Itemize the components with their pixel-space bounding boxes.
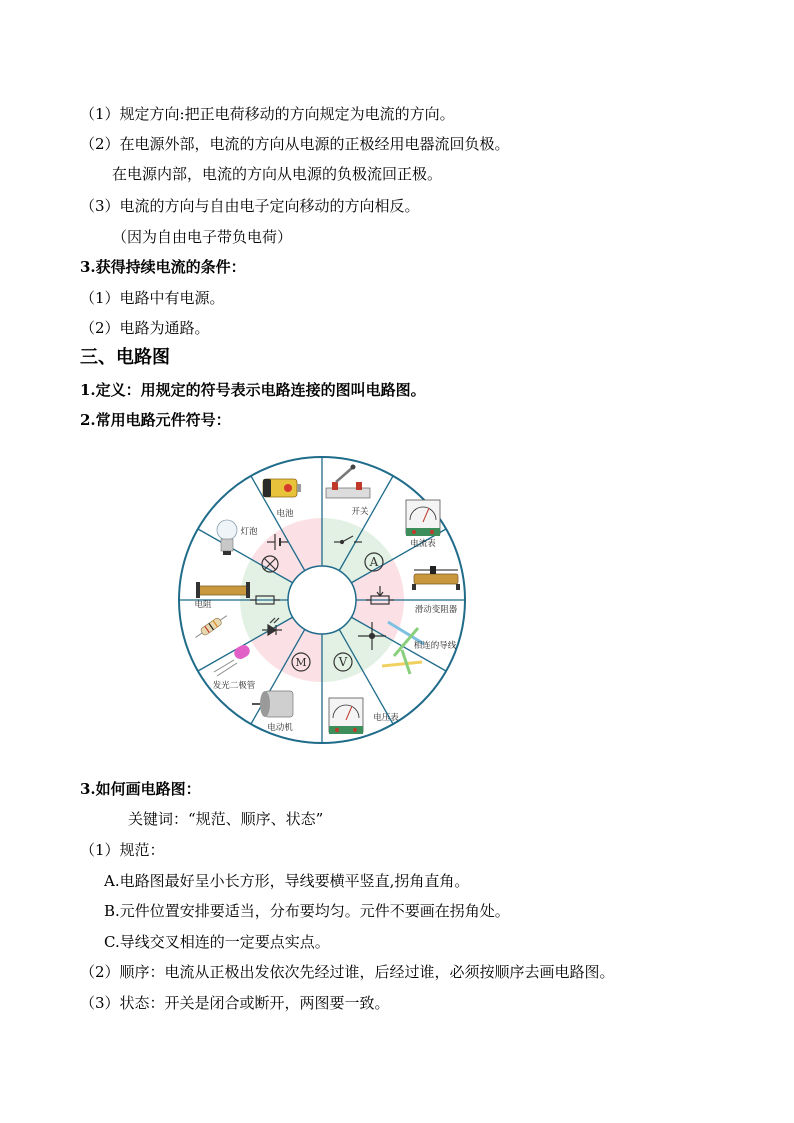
- label-connected-wire: 相连的导线: [413, 641, 457, 651]
- label-led: 发光二极管: [212, 681, 256, 691]
- direction-item-1: （1）规定方向:把正电荷移动的方向规定为电流的方向。: [80, 105, 455, 123]
- label-voltmeter: 电压表: [373, 713, 399, 723]
- section-heading: 三、电路图: [80, 347, 170, 368]
- spec-item-b: B.元件位置安排要适当，分布要均匀。元件不要画在拐角处。: [104, 902, 510, 920]
- symbols-heading: 2.常用电路元件符号：: [80, 411, 231, 429]
- state-line: （3）状态：开关是闭合或断开，两图要一致。: [80, 994, 390, 1012]
- label-rheostat: 滑动变阻器: [414, 605, 458, 615]
- label-bulb: 灯泡: [240, 527, 258, 537]
- label-ammeter: 电流表: [410, 539, 436, 549]
- ammeter-icon: [406, 500, 440, 536]
- ammeter-letter: A: [369, 555, 379, 569]
- label-resistor: 电阻: [194, 600, 212, 610]
- voltmeter-letter: V: [338, 655, 348, 669]
- direction-item-3: （3）电流的方向与自由电子定向移动的方向相反。: [80, 197, 420, 215]
- keywords-line: 关键词：“规范、顺序、状态”: [128, 810, 324, 828]
- voltmeter-icon: [329, 698, 363, 734]
- label-motor: 电动机: [267, 723, 293, 733]
- direction-item-2-continued: 在电源内部，电流的方向从电源的负极流回正极。: [112, 165, 443, 183]
- motor-letter: M: [295, 656, 307, 669]
- spec-item-a: A.电路图最好呈小长方形，导线要横平竖直,拐角直角。: [104, 872, 470, 890]
- battery-icon: [263, 479, 301, 497]
- center-hole: [288, 566, 356, 634]
- conditions-item-2: （2）电路为通路。: [80, 319, 210, 337]
- spec-heading: （1）规范：: [80, 841, 165, 859]
- order-line: （2）顺序：电流从正极出发依次先经过谁，后经过谁，必须按顺序去画电路图。: [80, 963, 615, 981]
- label-battery: 电池: [276, 509, 294, 519]
- circuit-symbol-wheel: [176, 452, 468, 752]
- conditions-item-1: （1）电路中有电源。: [80, 289, 225, 307]
- howto-heading: 3.如何画电路图：: [80, 780, 201, 798]
- direction-item-2: （2）在电源外部，电流的方向从电源的正极经用电器流回负极。: [80, 135, 510, 153]
- definition-line: 1.定义：用规定的符号表示电路连接的图叫电路图。: [80, 381, 426, 399]
- spec-item-c: C.导线交叉相连的一定要点实点。: [104, 933, 330, 951]
- conditions-heading: 3.获得持续电流的条件：: [80, 258, 246, 276]
- direction-item-3-note: （因为自由电子带负电荷）: [112, 228, 293, 246]
- label-switch: 开关: [351, 507, 369, 517]
